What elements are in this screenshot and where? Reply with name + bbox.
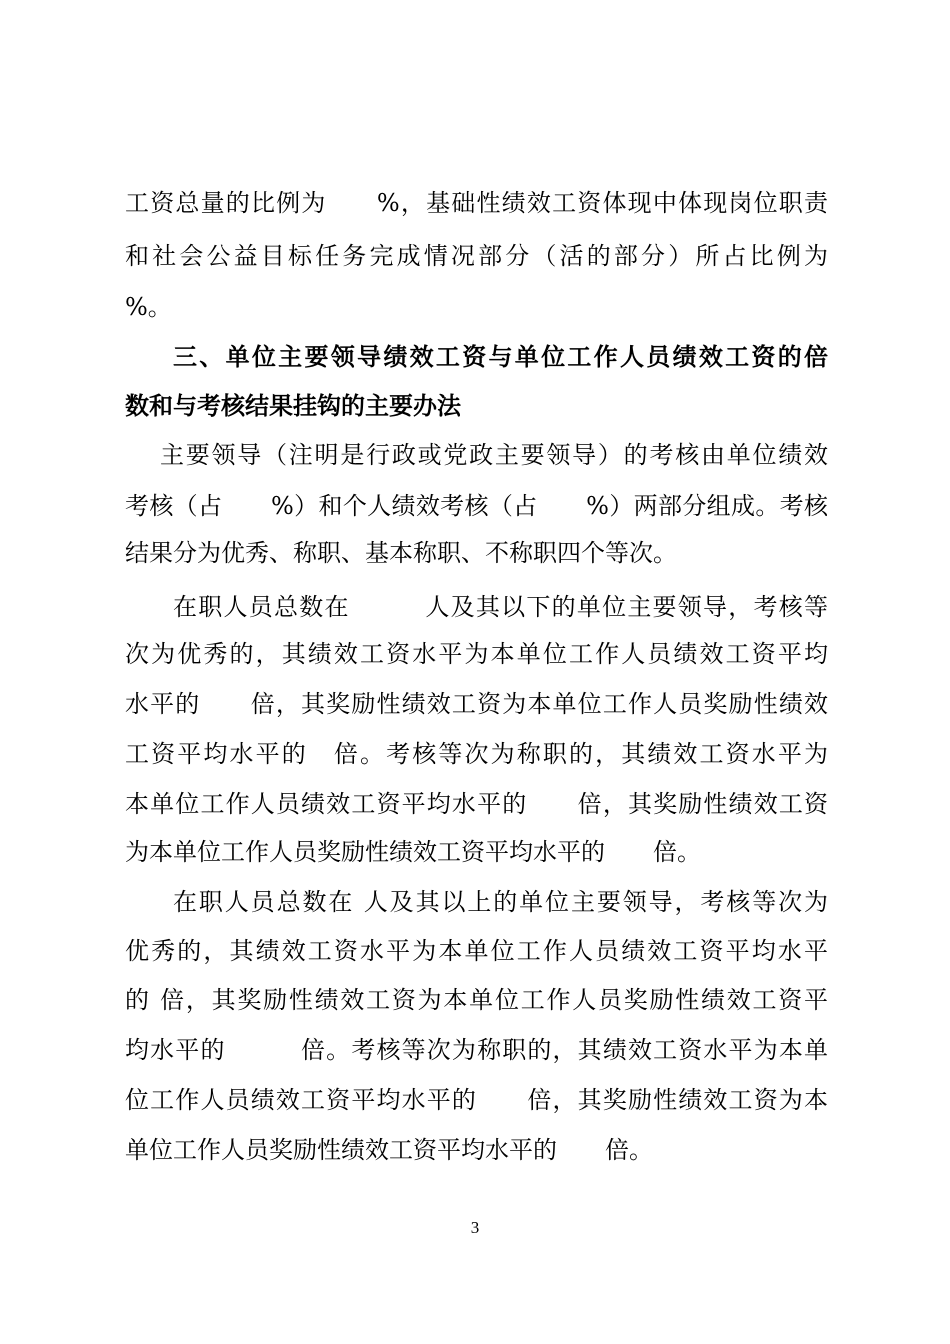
body-line: 本单位工作人员绩效工资平均水平的 倍，其奖励性绩效工资: [125, 790, 828, 818]
section-heading: 三、单位主要领导绩效工资与单位工作人员绩效工资的倍: [173, 343, 828, 371]
body-line: 优秀的，其绩效工资水平为本单位工作人员绩效工资平均水平: [125, 937, 828, 965]
body-line: 工资平均水平的 倍。考核等次为称职的，其绩效工资水平为: [125, 740, 828, 768]
body-line: 位工作人员绩效工资平均水平的 倍，其奖励性绩效工资为本: [125, 1086, 828, 1114]
body-line: 为本单位工作人员奖励性绩效工资平均水平的 倍。: [125, 838, 701, 866]
body-line: 水平的 倍，其奖励性绩效工资为本单位工作人员奖励性绩效: [125, 690, 828, 718]
section-heading: 数和与考核结果挂钩的主要办法: [125, 392, 461, 420]
body-line: 次为优秀的，其绩效工资水平为本单位工作人员绩效工资平均: [125, 640, 828, 668]
body-line: %。: [125, 293, 172, 321]
body-line: 在职人员总数在 人及其以上的单位主要领导，考核等次为: [173, 888, 828, 916]
body-line: 单位工作人员奖励性绩效工资平均水平的 倍。: [125, 1136, 653, 1164]
body-line: 在职人员总数在 人及其以下的单位主要领导，考核等: [173, 593, 828, 621]
body-line: 工资总量的比例为 %，基础性绩效工资体现中体现岗位职责: [125, 189, 828, 217]
body-line: 结果分为优秀、称职、基本称职、不称职四个等次。: [125, 539, 677, 567]
body-line: 的 倍，其奖励性绩效工资为本单位工作人员奖励性绩效工资平: [125, 986, 828, 1014]
body-line: 均水平的 倍。考核等次为称职的，其绩效工资水平为本单: [125, 1036, 828, 1064]
body-line: 和社会公益目标任务完成情况部分（活的部分）所占比例为: [125, 242, 828, 270]
body-line: 考核（占 %）和个人绩效考核（占 %）两部分组成。考核: [125, 492, 828, 520]
page-number: 3: [470, 1218, 480, 1237]
body-line: 主要领导（注明是行政或党政主要领导）的考核由单位绩效: [160, 441, 828, 469]
